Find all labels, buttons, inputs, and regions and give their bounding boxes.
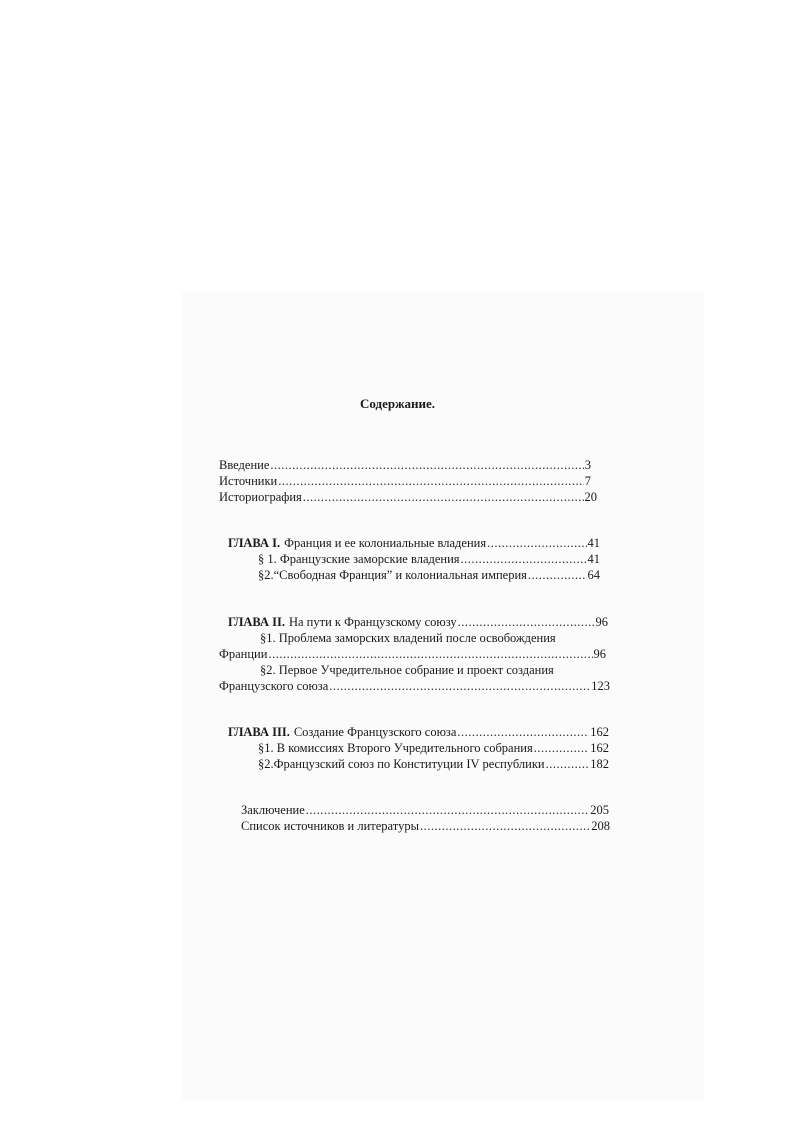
toc-entry-page: 96 xyxy=(593,647,606,661)
toc-chapter-1 xyxy=(228,535,600,551)
toc-entry-page: 3 xyxy=(584,458,591,472)
toc-section-2-1-line2 xyxy=(219,646,606,662)
toc-section-2-2-line2 xyxy=(219,678,610,694)
dot-leader xyxy=(420,818,590,834)
toc-entry-label: § 1. Французские заморские владения xyxy=(258,552,460,566)
dot-leader xyxy=(270,457,583,473)
chapter-title: Создание Французского союза xyxy=(293,725,457,739)
toc-section-1-2 xyxy=(258,567,600,583)
dot-leader xyxy=(546,756,590,772)
toc-entry-page: 123 xyxy=(591,679,610,693)
chapter-prefix: ГЛАВА I. xyxy=(228,536,281,550)
toc-chapter-label xyxy=(228,724,456,740)
toc-section-2-1-line1: §1. Проблема заморских владений после освобождения xyxy=(260,631,556,645)
toc-entry-label: Список источников и литературы xyxy=(241,819,419,833)
toc-section-1-1 xyxy=(258,551,600,567)
toc-section-3-1 xyxy=(258,740,609,756)
toc-entry-label: §2.Французский союз по Конституции IV республики xyxy=(258,757,545,771)
toc-chapter-label xyxy=(228,535,486,551)
toc-entry-label: §1. В комиссиях Второго Учредительного собрания xyxy=(258,741,533,755)
dot-leader xyxy=(306,802,590,818)
document-sheet xyxy=(182,292,704,1100)
toc-entry-label: §2.“Свободная Франция” и колониальная империя xyxy=(258,568,527,582)
toc-entry-page: 41 xyxy=(587,552,600,566)
chapter-title: На пути к Французскому союзу xyxy=(288,615,457,629)
dot-leader xyxy=(268,646,592,662)
toc-entry-label: Франции xyxy=(219,647,268,661)
dot-leader xyxy=(457,724,589,740)
toc-section-3-2 xyxy=(258,756,609,772)
toc-entry-page: 7 xyxy=(584,474,591,488)
dot-leader xyxy=(528,567,587,583)
toc-entry-page: 162 xyxy=(590,741,609,755)
toc-entry-label: Источники xyxy=(219,474,278,488)
chapter-title: Франция и ее колониальные владения xyxy=(284,536,487,550)
toc-entry-page: 41 xyxy=(587,536,600,550)
dot-leader xyxy=(461,551,587,567)
toc-entry-label: Введение xyxy=(219,458,270,472)
toc-entry-historiography xyxy=(219,489,597,505)
toc-chapter-2 xyxy=(228,614,608,630)
dot-leader xyxy=(487,535,586,551)
toc-entry-page: 64 xyxy=(587,568,600,582)
toc-chapter-label xyxy=(228,614,457,630)
toc-entry-label: Историография xyxy=(219,490,302,504)
dot-leader xyxy=(278,473,584,489)
toc-entry-page: 162 xyxy=(590,725,609,739)
toc-entry-label: Французского союза xyxy=(219,679,329,693)
dot-leader xyxy=(329,678,590,694)
toc-chapter-3 xyxy=(228,724,609,740)
toc-entry-conclusion xyxy=(241,802,609,818)
chapter-prefix: ГЛАВА III. xyxy=(228,725,290,739)
toc-section-2-2-line1: §2. Первое Учредительное собрание и проект создания xyxy=(260,663,554,677)
toc-entry-page: 20 xyxy=(584,490,597,504)
dot-leader xyxy=(534,740,590,756)
toc-entry-label: Заключение xyxy=(241,803,305,817)
chapter-prefix: ГЛАВА II. xyxy=(228,615,285,629)
toc-entry-page: 182 xyxy=(590,757,609,771)
toc-entry-introduction xyxy=(219,457,591,473)
toc-entry-sources xyxy=(219,473,591,489)
toc-entry-bibliography xyxy=(241,818,610,834)
toc-entry-page: 208 xyxy=(591,819,610,833)
toc-entry-page: 205 xyxy=(590,803,609,817)
toc-entry-page: 96 xyxy=(595,615,608,629)
page-title: Содержание. xyxy=(359,396,436,411)
dot-leader xyxy=(458,614,595,630)
dot-leader xyxy=(303,489,584,505)
